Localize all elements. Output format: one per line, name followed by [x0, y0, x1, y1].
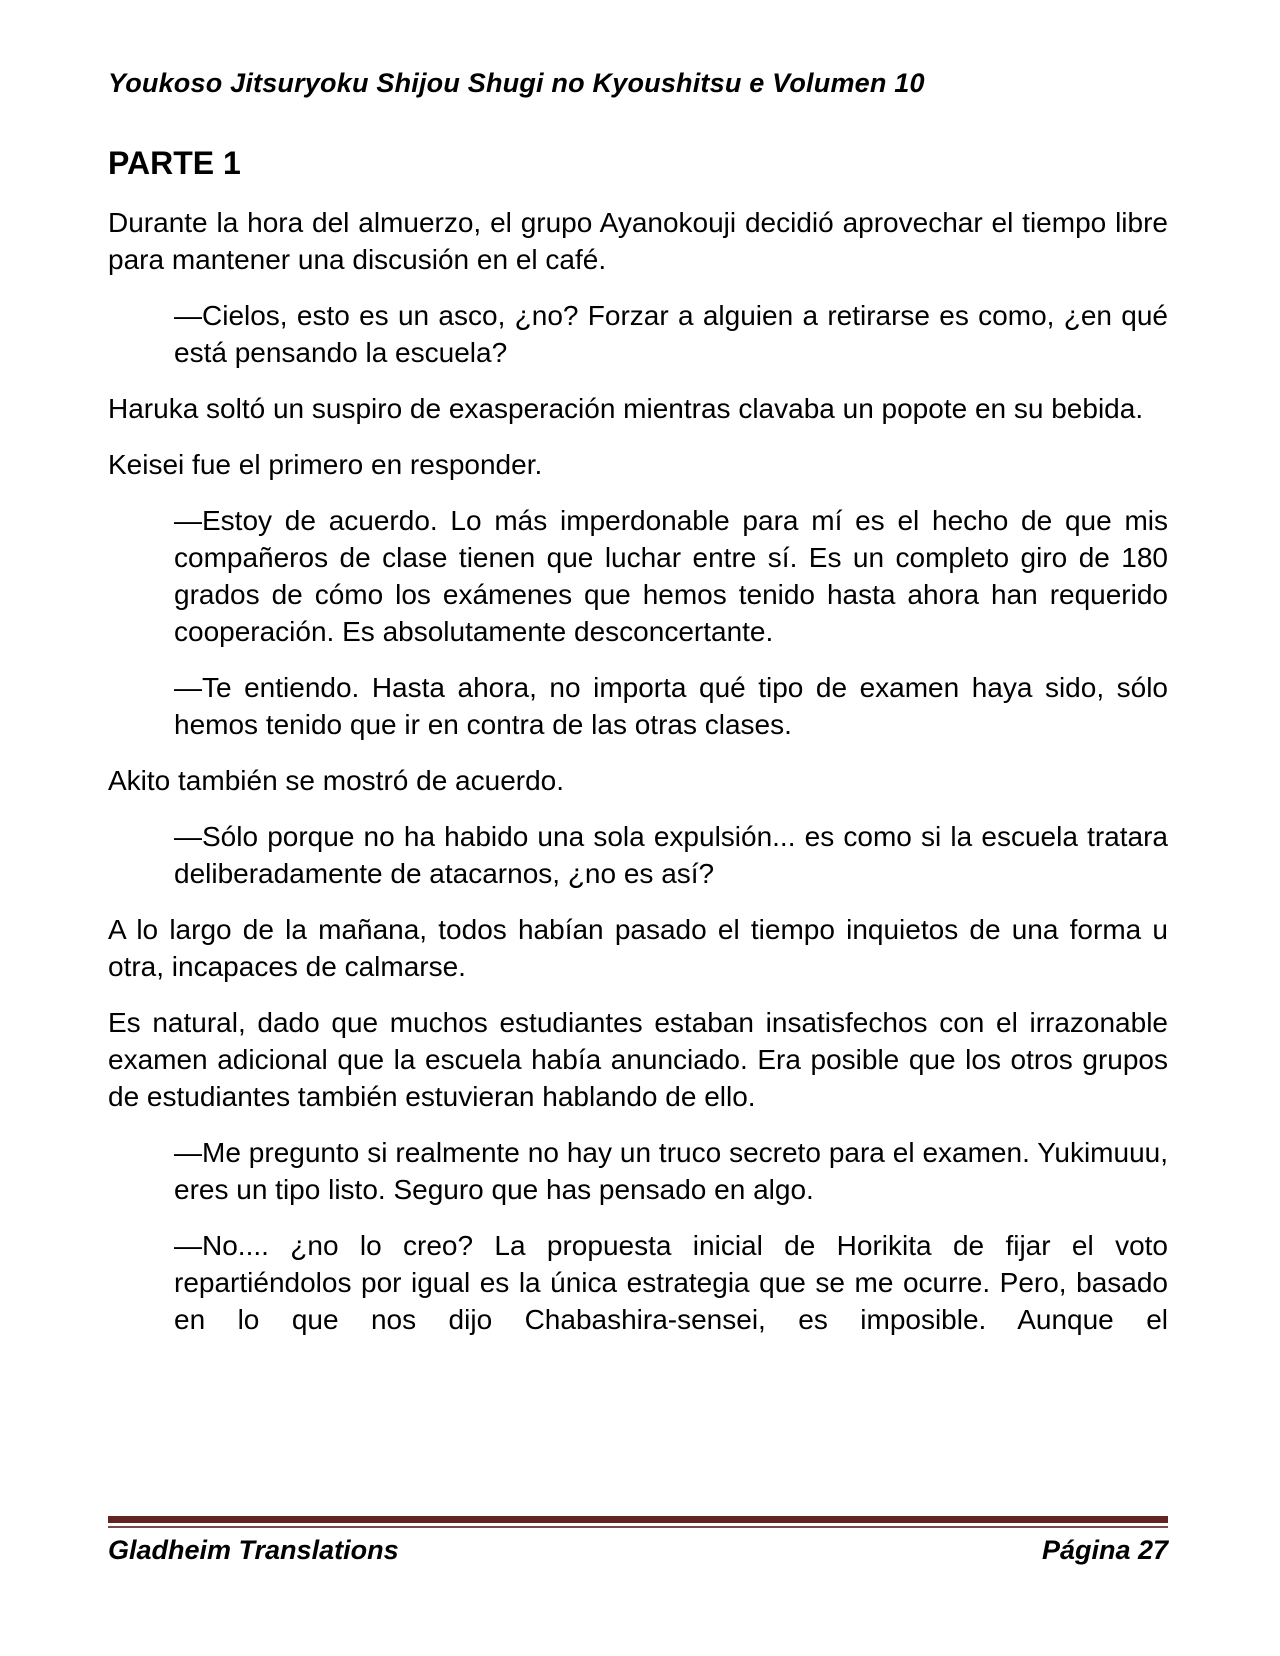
footer-rule-thin — [108, 1526, 1168, 1528]
dialogue-paragraph: —Te entiendo. Hasta ahora, no importa qué tipo de examen haya sido, sólo hemos tenido que ir en contra de las otras clases. — [174, 672, 1168, 740]
body-paragraph: Akito también se mostró de acuerdo. — [108, 765, 565, 796]
dialogue-paragraph: —Cielos, esto es un asco, ¿no? Forzar a alguien a retirarse es como, ¿en qué está pensando la escuela? — [174, 300, 1168, 368]
page-footer — [108, 1516, 1168, 1566]
dialogue-paragraph: —Estoy de acuerdo. Lo más imperdonable para mí es el hecho de que mis compañeros de clase tienen que luchar entre sí. Es un completo giro de 180 grados de cómo los exámenes que hemos tenido hasta ahora han requerido cooperación. Es absolutamente desconcertante. — [174, 505, 1168, 647]
section-title: PARTE 1 — [108, 145, 241, 181]
paragraphs — [108, 204, 1168, 1338]
footer-text-row — [108, 1534, 1168, 1566]
footer-page-number: Página 27 — [1041, 1535, 1168, 1565]
running-header-title: Youkoso Jitsuryoku Shijou Shugi no Kyoushitsu e Volumen 10 — [108, 68, 925, 98]
body-paragraph: Keisei fue el primero en responder. — [108, 449, 543, 480]
dialogue-paragraph: —No.... ¿no lo creo? La propuesta inicial de Horikita de fijar el voto repartiéndolos por igual es la única estrategia que se me ocurre. Pero, basado en lo que nos dijo Chabashira-sensei, es imposible. Aunque el — [174, 1230, 1168, 1335]
body-paragraph: Es natural, dado que muchos estudiantes estaban insatisfechos con el irrazonable examen adicional que la escuela había anunciado. Era posible que los otros grupos de estudiantes también estuvieran hablando de ello. — [108, 1007, 1168, 1112]
body-paragraph: Durante la hora del almuerzo, el grupo Ayanokouji decidió aprovechar el tiempo libre para mantener una discusión en el café. — [108, 207, 1168, 275]
footer-rule-thick — [108, 1516, 1168, 1523]
dialogue-paragraph: —Sólo porque no ha habido una sola expulsión... es como si la escuela tratara deliberadamente de atacarnos, ¿no es así? — [174, 821, 1168, 889]
body-paragraph: A lo largo de la mañana, todos habían pasado el tiempo inquietos de una forma u otra, incapaces de calmarse. — [108, 914, 1168, 982]
dialogue-paragraph: —Me pregunto si realmente no hay un truco secreto para el examen. Yukimuuu, eres un tipo listo. Seguro que has pensado en algo. — [174, 1137, 1168, 1205]
body-paragraph: Haruka soltó un suspiro de exasperación mientras clavaba un popote en su bebida. — [108, 393, 1144, 424]
footer-translator-credit: Gladheim Translations — [108, 1535, 399, 1565]
